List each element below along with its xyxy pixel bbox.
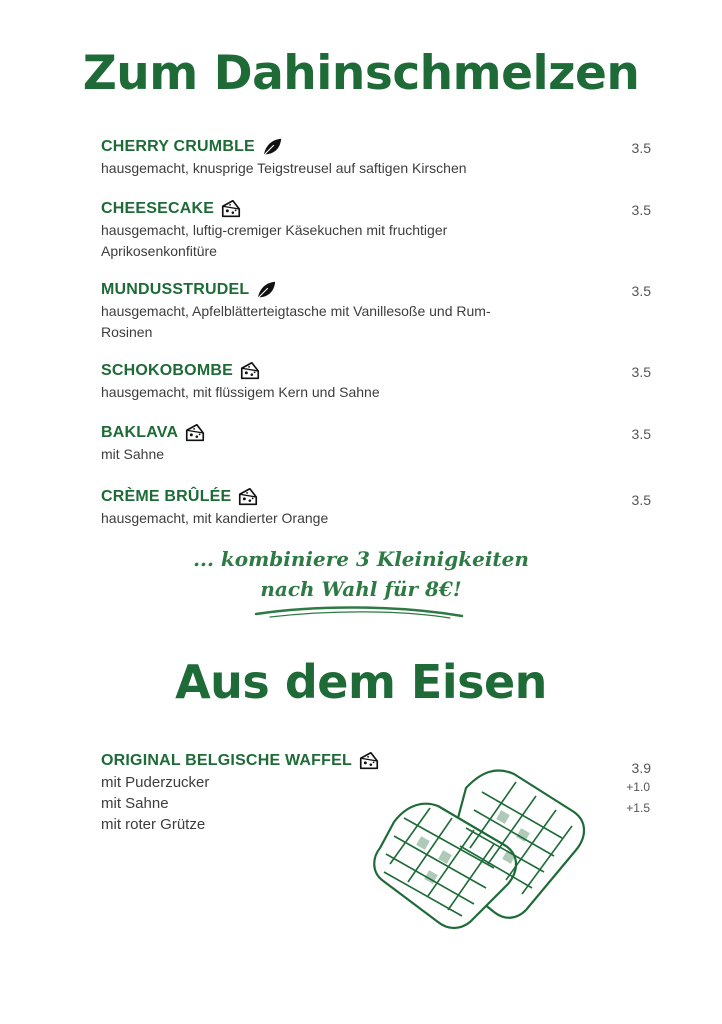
menu-item	[101, 422, 661, 465]
item-price: 3.5	[631, 426, 651, 442]
section-title-waffles: Aus dem Eisen	[175, 655, 547, 709]
item-description: hausgemacht, mit kandierter Orange	[101, 510, 329, 526]
item-description: hausgemacht, Apfelblätterteigtasche mit Vanillesoße und Rum-Rosinen	[101, 303, 491, 340]
item-description: hausgemacht, mit flüssigem Kern und Sahne	[101, 384, 380, 400]
option-price: +1.0	[626, 780, 650, 794]
item-description: hausgemacht, knusprige Teigstreusel auf saftigen Kirschen	[101, 160, 467, 176]
item-description: mit Sahne	[101, 446, 165, 462]
cheese-icon	[220, 198, 242, 220]
menu-item	[101, 360, 661, 403]
waffle-option: mit Sahne	[101, 795, 169, 812]
cheese-icon	[237, 486, 259, 508]
item-price: 3.5	[631, 140, 651, 156]
cheese-icon	[184, 422, 206, 444]
item-price: 3.5	[631, 283, 651, 299]
waffle-illustration	[366, 760, 596, 930]
item-price: 3.5	[631, 202, 651, 218]
item-name: CHEESECAKE	[101, 200, 215, 217]
section-title-desserts: Zum Dahinschmelzen	[82, 46, 640, 101]
item-name: BAKLAVA	[101, 424, 179, 441]
item-price: 3.5	[631, 492, 651, 508]
item-description: hausgemacht, luftig-cremiger Käsekuchen mit fruchtiger Aprikosenkonfitüre	[101, 222, 448, 259]
leaf-icon	[255, 279, 277, 301]
menu-item	[101, 136, 661, 179]
item-name: ORIGINAL BELGISCHE WAFFEL	[101, 752, 352, 769]
menu-item	[101, 198, 661, 262]
promo-line-1: ... kombiniere 3 Kleinigkeiten	[193, 547, 529, 571]
menu-item	[101, 486, 661, 529]
item-name: CRÈME BRÛLÉE	[101, 488, 232, 505]
promo-text	[0, 544, 722, 604]
item-price: 3.5	[631, 364, 651, 380]
leaf-icon	[261, 136, 283, 158]
item-name: SCHOKOBOMBE	[101, 362, 233, 379]
waffle-option: mit Puderzucker	[101, 774, 210, 791]
item-name: CHERRY CRUMBLE	[101, 138, 255, 155]
waffle-option: mit roter Grütze	[101, 816, 206, 833]
swoosh-underline	[250, 598, 470, 624]
menu-item	[101, 279, 661, 343]
item-price: 3.9	[631, 760, 651, 776]
cheese-icon	[239, 360, 261, 382]
waffle-option-prices	[622, 777, 650, 819]
promo-line-2: nach Wahl für 8€!	[260, 577, 462, 601]
item-name: MUNDUSSTRUDEL	[101, 281, 250, 298]
option-price: +1.5	[626, 801, 650, 815]
